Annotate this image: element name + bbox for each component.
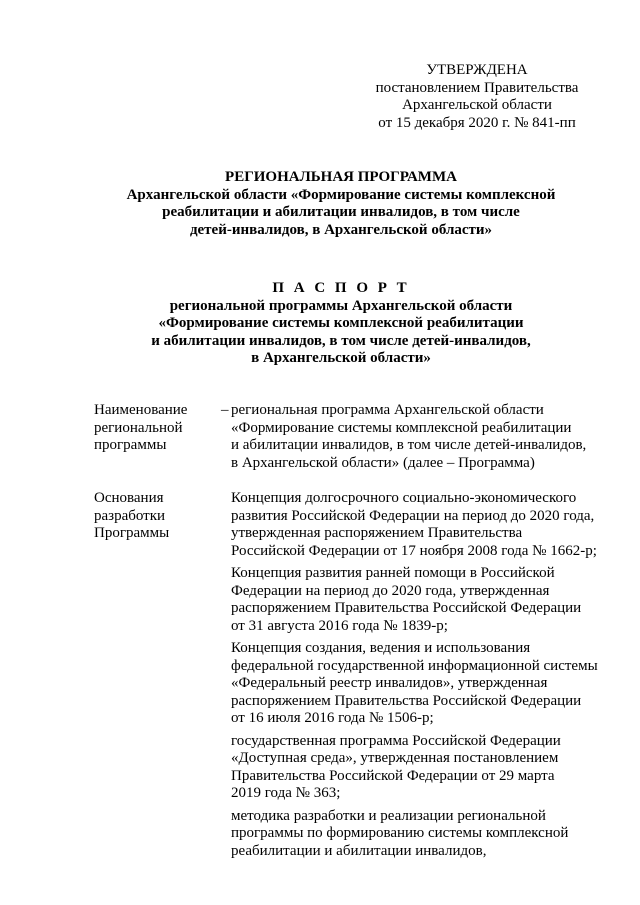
program-title-line: реабилитации и абилитации инвалидов, в том числе	[162, 204, 520, 220]
row-label-line: Наименование	[94, 402, 188, 418]
value-line: Концепция создания, ведения и использования	[231, 640, 531, 656]
value-line: от 16 июля 2016 года № 1506-р;	[231, 710, 434, 726]
row-value	[231, 402, 621, 477]
row-value	[231, 490, 621, 865]
value-line: распоряжением Правительства Российской Федерации	[231, 600, 582, 616]
row-dash: –	[221, 402, 229, 418]
value-line: Правительства Российской Федерации от 29 марта	[231, 767, 555, 784]
value-paragraph	[231, 733, 621, 803]
program-title-line: детей-инвалидов, в Архангельской области»	[189, 221, 493, 238]
passport-title	[60, 280, 622, 368]
row-label-line: Основания	[94, 490, 164, 506]
value-paragraph	[231, 402, 621, 472]
value-line: региональная программа Архангельской области	[231, 402, 544, 418]
value-paragraph	[231, 490, 621, 560]
value-line: развития Российской Федерации на период до 2020 года,	[231, 507, 595, 524]
value-line: «Формирование системы комплексной реабилитации	[231, 419, 572, 436]
row-label	[94, 490, 212, 543]
value-line: Концепция развития ранней помощи в Российской	[231, 565, 555, 581]
program-title	[60, 169, 622, 239]
value-line: «Федеральный реестр инвалидов», утвержденная	[231, 675, 548, 691]
row-label-line: Программы	[94, 525, 170, 541]
value-line: Российской Федерации от 17 ноября 2008 года № 1662-р;	[231, 542, 597, 559]
passport-title-line: «Формирование системы комплексной реабилитации	[158, 315, 524, 331]
value-line: в Архангельской области» (далее – Программа)	[231, 454, 535, 471]
value-line: государственная программа Российской Федерации	[231, 732, 561, 749]
passport-title-line: и абилитации инвалидов, в том числе детей-инвалидов,	[151, 332, 531, 349]
row-label-line: программы	[94, 437, 167, 453]
row-label-line: разработки	[94, 507, 166, 524]
passport-title-line: в Архангельской области»	[251, 350, 431, 366]
value-line: методика разработки и реализации региональной	[231, 807, 546, 824]
value-line: от 31 августа 2016 года № 1839-р;	[231, 617, 448, 634]
value-line: утвержденная распоряжением Правительства	[231, 525, 523, 541]
value-line: программы по формированию системы комплексной	[231, 825, 569, 841]
approval-stamp	[347, 62, 607, 132]
value-paragraph	[231, 808, 621, 861]
value-line: реабилитации и абилитации инвалидов,	[231, 842, 487, 859]
approval-line: от 15 декабря 2020 г. № 841-пп	[378, 114, 576, 131]
program-title-line: РЕГИОНАЛЬНАЯ ПРОГРАММА	[225, 169, 457, 185]
passport-heading: П А С П О Р Т	[272, 280, 410, 296]
value-line: и абилитации инвалидов, в том числе детей-инвалидов,	[231, 437, 587, 453]
row-label	[94, 402, 212, 455]
value-line: Федерации на период до 2020 года, утвержденная	[231, 582, 550, 599]
approval-line: Архангельской области	[402, 97, 552, 113]
passport-title-line: региональной программы Архангельской области	[169, 297, 513, 314]
value-line: федеральной государственной информационной системы	[231, 657, 598, 674]
value-line: Концепция долгосрочного социально-экономического	[231, 490, 577, 506]
row-label-line: региональной	[94, 419, 183, 436]
value-paragraph	[231, 565, 621, 635]
value-line: распоряжением Правительства Российской Федерации	[231, 692, 582, 709]
approval-line: постановлением Правительства	[375, 79, 579, 96]
value-line: «Доступная среда», утвержденная постановлением	[231, 750, 559, 766]
program-title-line: Архангельской области «Формирование системы комплексной	[126, 186, 556, 203]
approval-line: УТВЕРЖДЕНА	[426, 62, 528, 78]
value-paragraph	[231, 640, 621, 728]
value-line: 2019 года № 363;	[231, 785, 341, 801]
